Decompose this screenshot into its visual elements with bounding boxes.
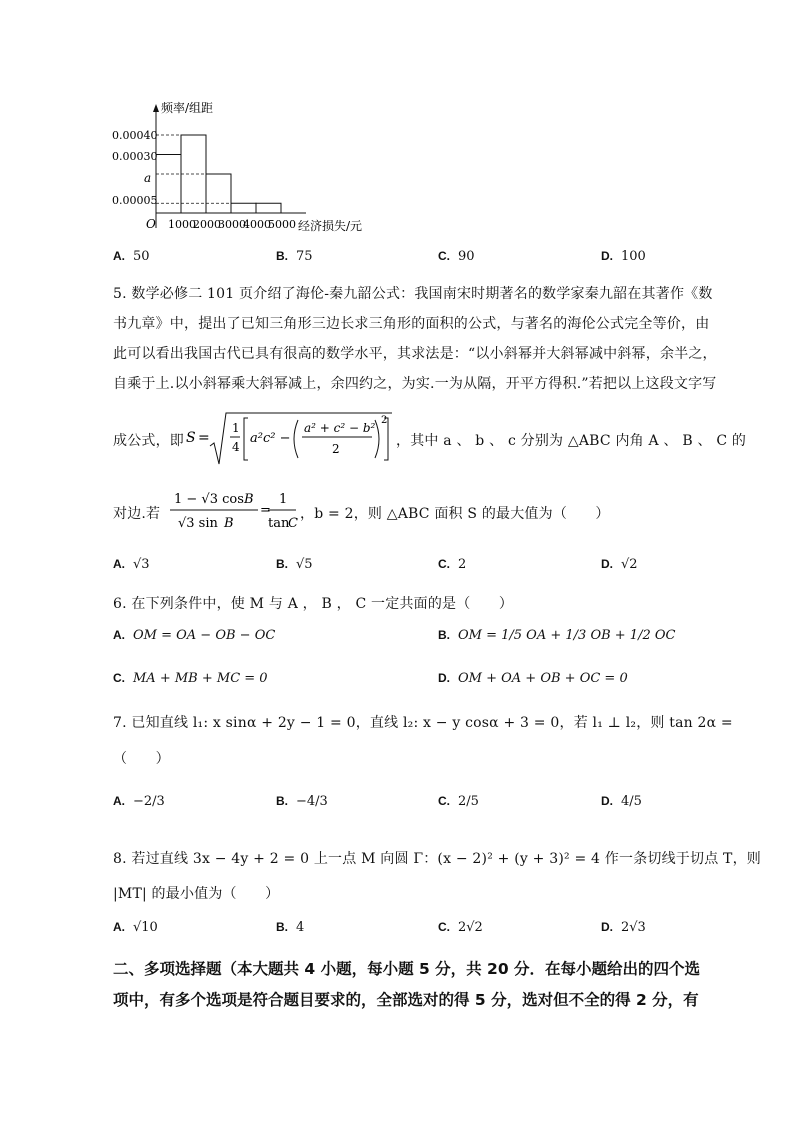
option-key: C. — [438, 249, 450, 263]
heron-formula — [186, 408, 396, 468]
svg-text:1 − √3 cos: 1 − √3 cos — [174, 492, 244, 507]
option-text: −4/3 — [296, 794, 328, 809]
option-key: B. — [276, 920, 288, 934]
option-text: √5 — [296, 557, 313, 572]
svg-text:tan: tan — [268, 516, 290, 531]
svg-text:a²c² −: a²c² − — [250, 431, 291, 446]
option-text: −2/3 — [133, 794, 165, 809]
x-tick-4000: 4000 — [243, 218, 271, 231]
histogram-bar-3000-4000 — [231, 203, 256, 213]
option-key: A. — [113, 249, 125, 263]
q5-line-1: 5. 数学必修二 101 页介绍了海伦-秦九韶公式：我国南宋时期著名的数学家秦九韶在其著作《数 — [113, 286, 713, 302]
y-tick-0.00005: 0.00005 — [112, 194, 158, 207]
option-text: OM = 1/5 OA + 1/3 OB + 1/2 OC — [458, 628, 676, 643]
q6-option-a[interactable] — [113, 628, 275, 643]
y-tick-a: a — [144, 171, 152, 185]
option-text: 4 — [296, 920, 305, 935]
origin-label: O — [146, 217, 156, 231]
y-tick-0.00030: 0.00030 — [112, 150, 158, 163]
q8-option-d[interactable] — [601, 920, 646, 935]
option-key: B. — [276, 557, 288, 571]
q5-option-b[interactable] — [276, 557, 313, 572]
x-axis-label: 经济损失/元 — [298, 219, 363, 233]
option-key: D. — [601, 557, 613, 571]
q8-option-a[interactable] — [113, 920, 158, 935]
option-key: A. — [113, 628, 125, 642]
q6-option-b[interactable] — [438, 628, 675, 643]
option-text: √10 — [133, 920, 158, 935]
q4-option-a[interactable] — [113, 249, 150, 264]
q7-paren: （ ） — [113, 751, 170, 767]
option-text: 75 — [296, 249, 313, 264]
svg-text:B: B — [224, 516, 234, 531]
q4-option-d[interactable] — [601, 249, 646, 264]
option-key: C. — [438, 920, 450, 934]
option-key: D. — [601, 249, 613, 263]
option-key: B. — [438, 628, 450, 642]
q4-option-b[interactable] — [276, 249, 313, 264]
q5-cond-suffix: ，b = 2，则 △ABC 面积 S 的最大值为（ ） — [300, 506, 610, 522]
svg-text:√3 sin: √3 sin — [178, 516, 218, 531]
option-key: C. — [438, 557, 450, 571]
histogram-bar-2000-3000 — [206, 174, 231, 213]
q6-option-c[interactable] — [113, 671, 268, 686]
q5-cond-prefix: 对边.若 — [113, 506, 161, 522]
option-key: B. — [276, 249, 288, 263]
q7-stem: 7. 已知直线 l₁: x sinα + 2y − 1 = 0，直线 l₂: x − y cosα + 3 = 0，若 l₁ ⊥ l₂，则 tan 2α = — [113, 715, 733, 731]
q8-option-c[interactable] — [438, 920, 483, 935]
q5-condition-equation — [168, 486, 298, 536]
q7-option-d[interactable] — [601, 794, 642, 809]
option-key: A. — [113, 920, 125, 934]
option-text: 100 — [621, 249, 646, 264]
option-key: B. — [276, 794, 288, 808]
option-text: 50 — [133, 249, 150, 264]
histogram-bar-4000-5000 — [256, 203, 281, 213]
svg-text:=: = — [260, 503, 271, 518]
svg-text:B: B — [244, 492, 254, 507]
option-text: 2√3 — [621, 920, 646, 935]
q8-stem: 8. 若过直线 3x − 4y + 2 = 0 上一点 M 向圆 Γ：(x − 2)² + (y + 3)² = 4 作一条切线于切点 T，则 — [113, 851, 761, 867]
option-text: 4/5 — [621, 794, 642, 809]
svg-text:2: 2 — [332, 442, 340, 456]
q5-formula-suffix: ，其中 a 、 b 、 c 分别为 △ABC 内角 A 、 B 、 C 的 — [396, 433, 747, 449]
q8-option-b[interactable] — [276, 920, 304, 935]
q7-option-b[interactable] — [276, 794, 328, 809]
q5-line-4: 自乘于上.以小斜幂乘大斜幂减上，余四约之，为实.一为从隔，开平方得积.”若把以上这段文字写 — [113, 376, 717, 392]
option-key: D. — [601, 920, 613, 934]
option-text: √3 — [133, 557, 150, 572]
x-tick-5000: 5000 — [268, 218, 296, 231]
x-tick-2000: 2000 — [193, 218, 221, 231]
q5-line-2: 书九章》中，提出了已知三角形三边长求三角形的面积的公式，与著名的海伦公式完全等价，由 — [113, 316, 710, 332]
option-text: 2/5 — [458, 794, 479, 809]
option-key: A. — [113, 794, 125, 808]
option-key: D. — [601, 794, 613, 808]
option-key: D. — [438, 671, 450, 685]
y-axis-label: 频率/组距 — [161, 101, 214, 115]
svg-text:4: 4 — [232, 440, 240, 454]
option-text: 90 — [458, 249, 475, 264]
svg-text:2: 2 — [381, 415, 388, 426]
option-text: MA + MB + MC = 0 — [133, 671, 268, 686]
option-key: C. — [113, 671, 125, 685]
svg-text:C: C — [288, 516, 298, 531]
q4-option-c[interactable] — [438, 249, 475, 264]
svg-text:S: S — [186, 430, 196, 446]
section-2-heading-line-1: 二、多项选择题（本大题共 4 小题，每小题 5 分，共 20 分．在每小题给出的四个选 — [113, 960, 701, 978]
option-text: 2 — [458, 557, 467, 572]
q5-line-3: 此可以看出我国古代已具有很高的数学水平，其求法是：“以小斜幂并大斜幂减中斜幂，余半之， — [113, 346, 717, 362]
option-text: OM = OA − OB − OC — [133, 628, 276, 643]
q5-option-d[interactable] — [601, 557, 638, 572]
q5-formula-prefix: 成公式，即 — [113, 433, 184, 449]
histogram-chart — [110, 100, 400, 235]
option-key: C. — [438, 794, 450, 808]
option-key: A. — [113, 557, 125, 571]
q8-stem-2: |MT| 的最小值为（ ） — [113, 886, 280, 902]
svg-text:a² + c² − b²: a² + c² − b² — [304, 421, 376, 435]
svg-text:=: = — [198, 430, 210, 446]
svg-text:1: 1 — [279, 492, 288, 507]
option-text: 2√2 — [458, 920, 483, 935]
option-text: OM + OA + OB + OC = 0 — [458, 671, 628, 686]
option-text: √2 — [621, 557, 638, 572]
x-tick-3000: 3000 — [218, 218, 246, 231]
histogram-bar-0-1000 — [156, 155, 181, 214]
svg-text:1: 1 — [232, 421, 240, 435]
section-2-heading-line-2: 项中，有多个选项是符合题目要求的，全部选对的得 5 分，选对但不全的得 2 分，有 — [113, 991, 699, 1009]
x-tick-1000: 1000 — [168, 218, 196, 231]
q6-stem: 6. 在下列条件中，使 M 与 A ， B ， C 一定共面的是（ ） — [113, 596, 514, 612]
y-axis-arrow — [153, 104, 159, 112]
q6-option-d[interactable] — [438, 671, 628, 686]
q7-option-a[interactable] — [113, 794, 165, 809]
y-tick-0.00040: 0.00040 — [112, 129, 158, 142]
q7-option-c[interactable] — [438, 794, 479, 809]
q5-option-c[interactable] — [438, 557, 466, 572]
q5-option-a[interactable] — [113, 557, 150, 572]
